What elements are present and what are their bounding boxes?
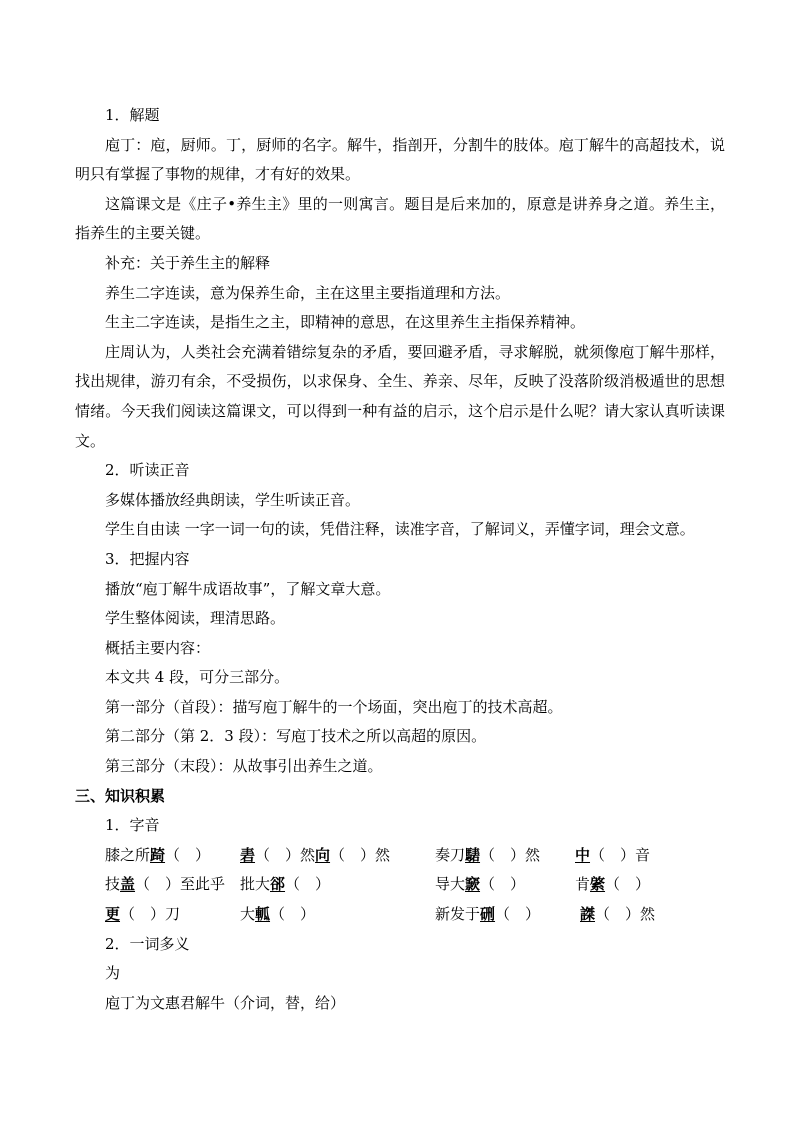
paragraph: 补充：关于养生主的解释 — [105, 253, 271, 272]
paragraph: 第二部分（第 2．3 段）：写庖丁技术之所以高超的原因。 — [105, 727, 487, 746]
paragraph: 生主二字连读，是指生之主，即精神的意思，在这里养生主指保养精神。 — [105, 313, 586, 332]
pronunciation-item: 中（ ）音 — [575, 845, 651, 864]
pronunciation-item: 技盖（ ）至此乎 — [105, 875, 226, 894]
pronunciation-item: 导大窾（ ） — [435, 875, 526, 894]
pronunciation-item: 新发于硎（ ） — [435, 905, 541, 924]
paragraph: 播放“庖丁解牛成语故事”，了解文章大意。 — [105, 579, 391, 598]
paragraph: 庄周认为，人类社会充满着错综复杂的矛盾，要回避矛盾，寻求解脱，就须像庖丁解牛那样，找出规律，游刃有余，不受损伤，以求保身、全生、养亲、尽年，反映了没落阶级消极遁世的思想情绪。今天我们阅读这篇课文，可以得到一种有益的启示，这个启示是什么呢？请大家认真听读课文。 — [75, 342, 725, 450]
pronunciation-item: 奏刀騞（ ）然 — [435, 845, 541, 864]
paragraph: 概括主要内容： — [105, 638, 211, 657]
pronunciation-item: 謋（ ）然 — [580, 905, 656, 924]
knowledge-heading: 三、知识积累 — [75, 786, 166, 805]
paragraph: 本文共 4 段，可分三部分。 — [105, 668, 290, 687]
paragraph: 多媒体播放经典朗读，学生听读正音。 — [105, 490, 361, 509]
section-title-tingdu: 2．听读正音 — [105, 461, 190, 480]
document-body — [75, 101, 725, 1018]
pronunciation-item: 砉（ ）然向（ ）然 — [240, 845, 391, 864]
paragraph: 第三部分（末段）：从故事引出养生之道。 — [105, 757, 383, 776]
paragraph: 第一部分（首段）：描写庖丁解牛的一个场面，突出庖丁的技术高超。 — [105, 697, 563, 716]
pronunciation-item: 批大郤（ ） — [240, 875, 331, 894]
polysemy-title: 2．一词多义 — [105, 934, 190, 953]
paragraph: 养生二字连读，意为保养生命，主在这里主要指道理和方法。 — [105, 283, 511, 302]
paragraph: 学生整体阅读，理清思路。 — [105, 609, 286, 628]
paragraph: 庖丁：庖，厨师。丁，厨师的名字。解牛，指剖开，分割牛的肢体。庖丁解牛的高超技术，说明只有掌握了事物的规律，才有好的效果。 — [75, 135, 725, 184]
section-title-jieti: 1．解题 — [105, 106, 160, 124]
paragraph: 学生自由读 一字一词一句的读，凭借注释，读准字音，了解词义，弄懂字词，理会文意。 — [105, 520, 695, 539]
pronunciation-item: 大軱（ ） — [240, 905, 316, 924]
pronunciation-row — [75, 841, 725, 871]
pronunciation-item: 肯綮（ ） — [575, 875, 651, 894]
polysemy-example: 庖丁为文惠君解牛（介词，替，给） — [105, 993, 346, 1012]
pronunciation-row — [75, 900, 725, 930]
pronunciation-item: 膝之所踦（ ） — [105, 845, 211, 864]
pronunciation-item: 更（ ）刀 — [105, 905, 181, 924]
paragraph: 这篇课文是《庄子•养生主》里的一则寓言。题目是后来加的，原意是讲养身之道。养生主，指养生的主要关键。 — [75, 194, 725, 243]
polysemy-word: 为 — [105, 964, 121, 983]
pronunciation-title: 1．字音 — [105, 816, 160, 835]
pronunciation-row — [75, 870, 725, 900]
section-title-bawo: 3．把握内容 — [105, 549, 190, 568]
